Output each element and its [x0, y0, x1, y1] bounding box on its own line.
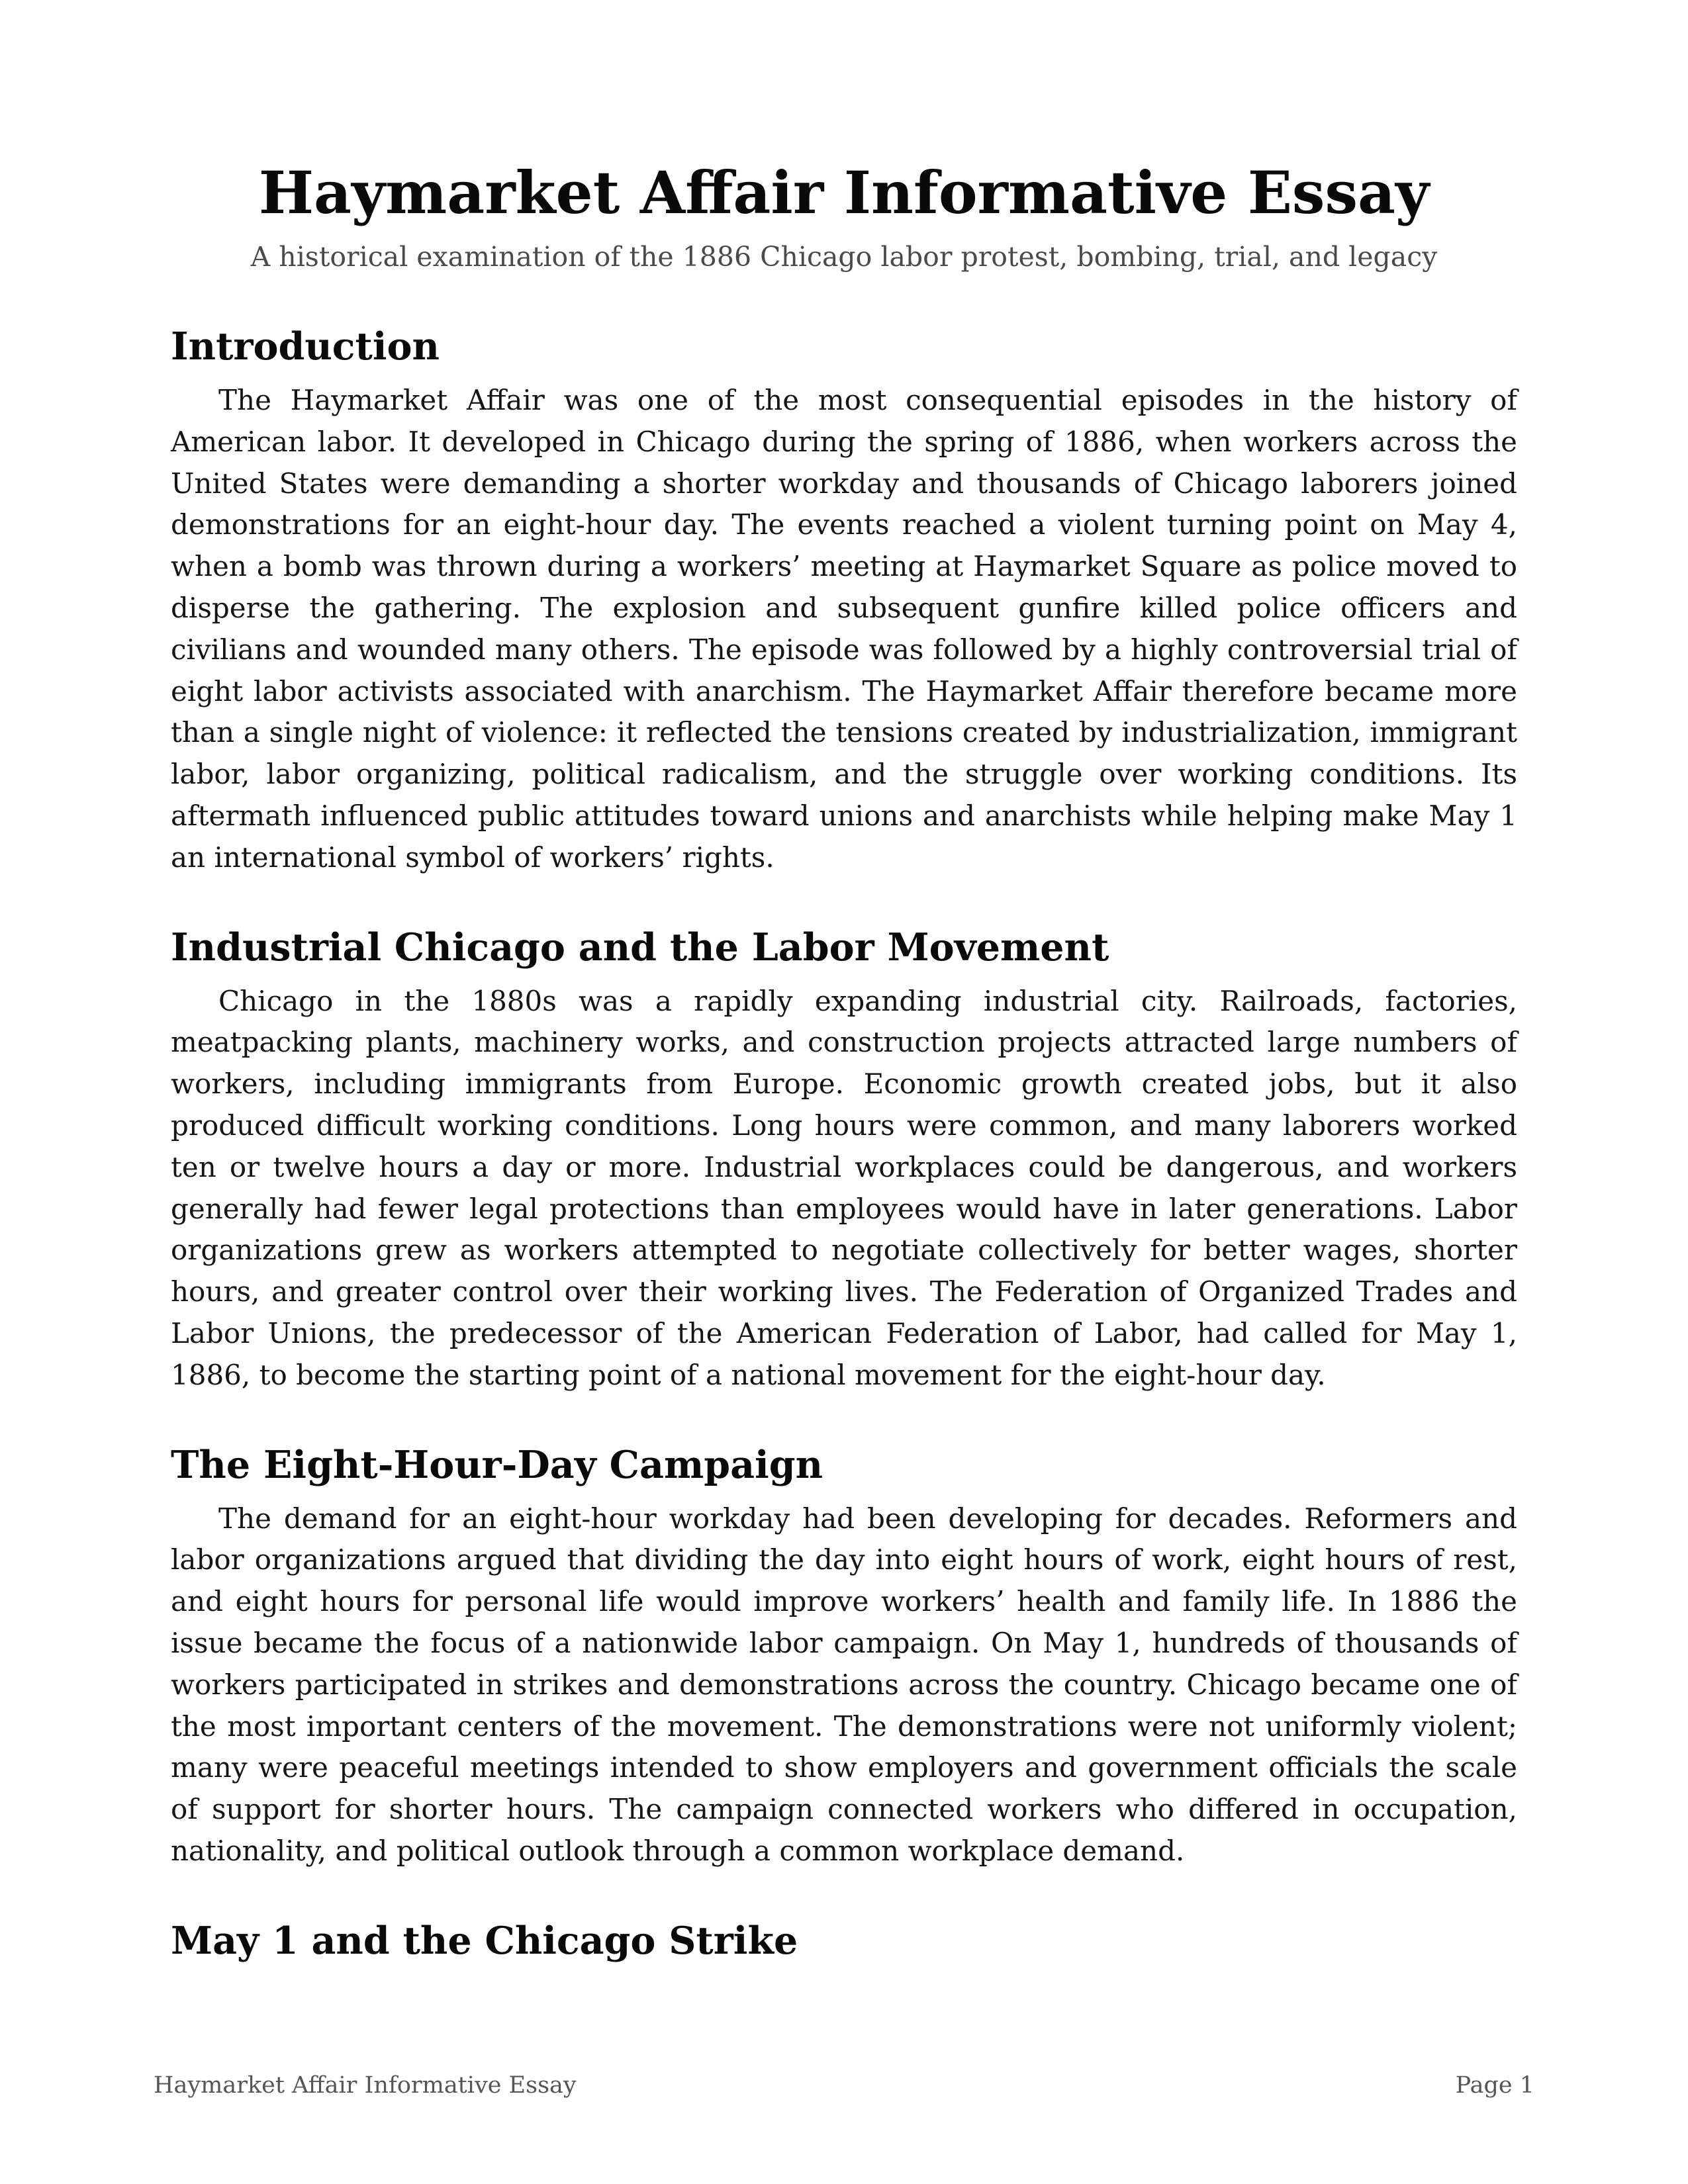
section-body-eight-hour-day: The demand for an eight-hour workday had been developing for decades. Reformers and labor organizations argued that dividing the day into eight hours of work, eight hours of rest, and eight hours for personal life would improve workers’ health and family life. In 1886 the issue became the focus of a nationwide labor campaign. On May 1, hundreds of thousands of workers participated in strikes and demonstrations across the country. Chicago became one of the most important centers of the movement. The demonstrations were not uniformly violent; many were peaceful meetings intended to show employers and government officials the scale of support for shorter hours. The campaign connected workers who differed in occupation, nationality, and political outlook through a common workplace demand.	[171, 1502, 1517, 1867]
section-heading-industrial-chicago: Industrial Chicago and the Labor Movement	[171, 925, 1109, 970]
section-body-introduction: The Haymarket Affair was one of the most consequential episodes in the history of American labor. It developed in Chicago during the spring of 1886, when workers across the United States were demanding a shorter workday and thousands of Chicago laborers joined demonstrations for an eight-hour day. The events reached a violent turning point on May 4, when a bomb was thrown during a workers’ meeting at Haymarket Square as police moved to disperse the gathering. The explosion and subsequent gunfire killed police officers and civilians and wounded many others. The episode was followed by a highly controversial trial of eight labor activists associated with anarchism. The Haymarket Affair therefore became more than a single night of violence: it reflected the tensions created by industrialization, immigrant labor, labor organizing, political radicalism, and the struggle over working conditions. Its aftermath influenced public attitudes toward unions and anarchists while helping make May 1 an international symbol of workers’ rights.	[171, 384, 1517, 874]
section-heading-introduction: Introduction	[171, 324, 440, 369]
footer-document-title: Haymarket Affair Informative Essay	[154, 2072, 577, 2099]
section-body-industrial-chicago: Chicago in the 1880s was a rapidly expanding industrial city. Railroads, factories, meatpacking plants, machinery works, and construction projects attracted large numbers of workers, including immigrants from Europe. Economic growth created jobs, but it also produced difficult working conditions. Long hours were common, and many laborers worked ten or twelve hours a day or more. Industrial workplaces could be dangerous, and workers generally had fewer legal protections than employees would have in later generations. Labor organizations grew as workers attempted to negotiate collectively for better wages, shorter hours, and greater control over their working lives. The Federation of Organized Trades and Labor Unions, the predecessor of the American Federation of Labor, had called for May 1, 1886, to become the starting point of a national movement for the eight-hour day.	[171, 984, 1517, 1391]
page-subtitle: A historical examination of the 1886 Chicago labor protest, bombing, trial, and legacy	[250, 241, 1438, 273]
footer-page-number: Page 1	[1455, 2072, 1534, 2099]
section-heading-eight-hour-day: The Eight-Hour-Day Campaign	[171, 1442, 823, 1487]
page-content	[171, 156, 1517, 1966]
page-title: Haymarket Affair Informative Essay	[258, 158, 1430, 227]
section-heading-may-1-strike: May 1 and the Chicago Strike	[171, 1918, 798, 1963]
